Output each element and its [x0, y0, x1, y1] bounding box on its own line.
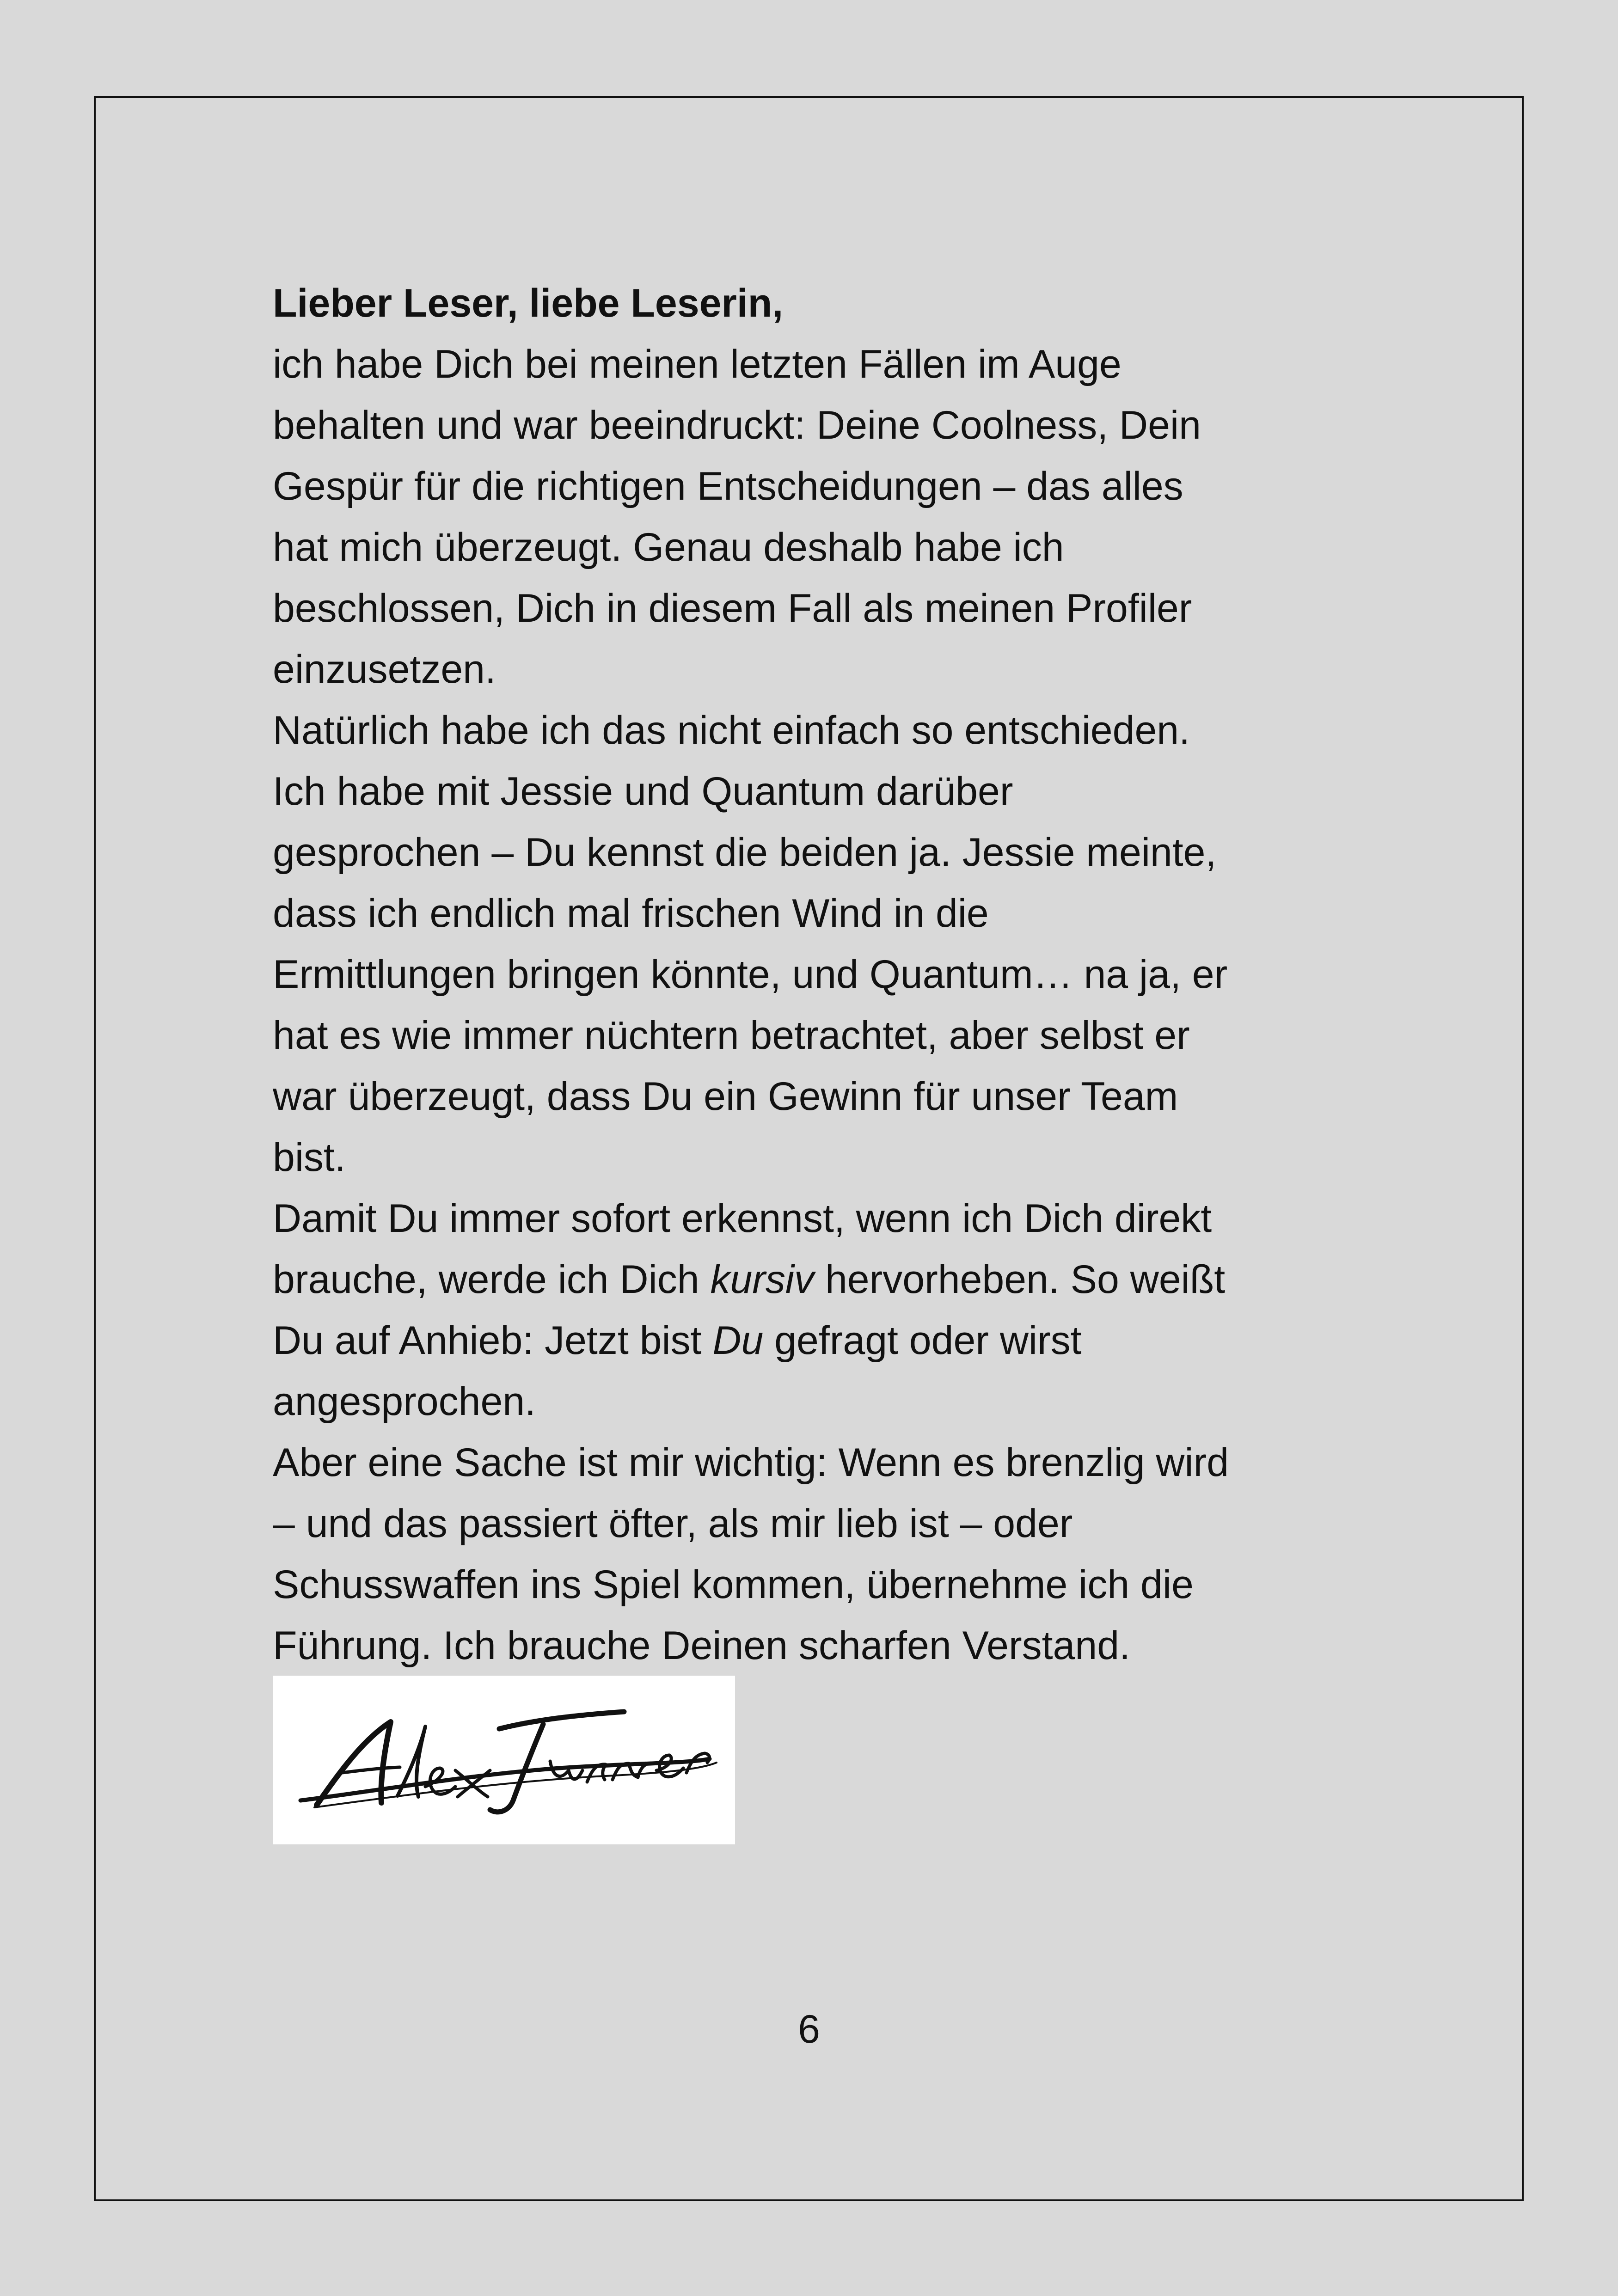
text-line: hat mich überzeugt. Genau deshalb habe ich: [273, 525, 1064, 569]
text-line: Führung. Ich brauche Deinen scharfen Verstand.: [273, 1623, 1130, 1668]
text-fragment: brauche, werde ich Dich: [273, 1257, 711, 1302]
text-line: war überzeugt, dass Du ein Gewinn für unser Team: [273, 1074, 1178, 1119]
page-number: 6: [798, 2007, 820, 2051]
text-line: Aber eine Sache ist mir wichtig: Wenn es brenzlig wird: [273, 1440, 1229, 1485]
text-fragment: Du auf Anhieb: Jetzt bist: [273, 1318, 713, 1363]
text-line: Natürlich habe ich das nicht einfach so entschieden.: [273, 708, 1190, 753]
salutation: Lieber Leser, liebe Leserin,: [273, 281, 784, 325]
text-line: – und das passiert öfter, als mir lieb ist – oder: [273, 1501, 1073, 1546]
text-line: angesprochen.: [273, 1379, 536, 1424]
text-line: Schusswaffen ins Spiel kommen, übernehme ich die: [273, 1562, 1194, 1607]
text-line: [273, 1310, 1359, 1371]
text-line: behalten und war beeindruckt: Deine Coolness, Dein: [273, 403, 1201, 447]
text-line: [273, 1249, 1359, 1310]
text-line: Gespür für die richtigen Entscheidungen – das alles: [273, 464, 1183, 508]
text-line: dass ich endlich mal frischen Wind in die: [273, 891, 989, 936]
italic-word: kursiv: [710, 1257, 815, 1302]
italic-word: Du: [712, 1318, 764, 1363]
text-line: gesprochen – Du kennst die beiden ja. Jessie meinte,: [273, 830, 1217, 875]
text-line: beschlossen, Dich in diesem Fall als meinen Profiler: [273, 586, 1192, 631]
text-fragment: hervorheben. So weißt: [814, 1257, 1226, 1302]
text-line: Damit Du immer sofort erkennst, wenn ich Dich direkt: [273, 1196, 1212, 1241]
text-line: Ich habe mit Jessie und Quantum darüber: [273, 769, 1013, 814]
text-line: einzusetzen.: [273, 647, 496, 692]
signature-image: [273, 1676, 735, 1844]
text-line: ich habe Dich bei meinen letzten Fällen im Auge: [273, 342, 1122, 386]
text-line: Ermittlungen bringen könnte, und Quantum… na ja, er: [273, 952, 1228, 997]
signature-graphic: [273, 1676, 735, 1844]
letter-body: [273, 273, 1359, 1676]
text-line: bist.: [273, 1135, 346, 1180]
text-line: hat es wie immer nüchtern betrachtet, aber selbst er: [273, 1013, 1190, 1058]
text-fragment: gefragt oder wirst: [763, 1318, 1082, 1363]
